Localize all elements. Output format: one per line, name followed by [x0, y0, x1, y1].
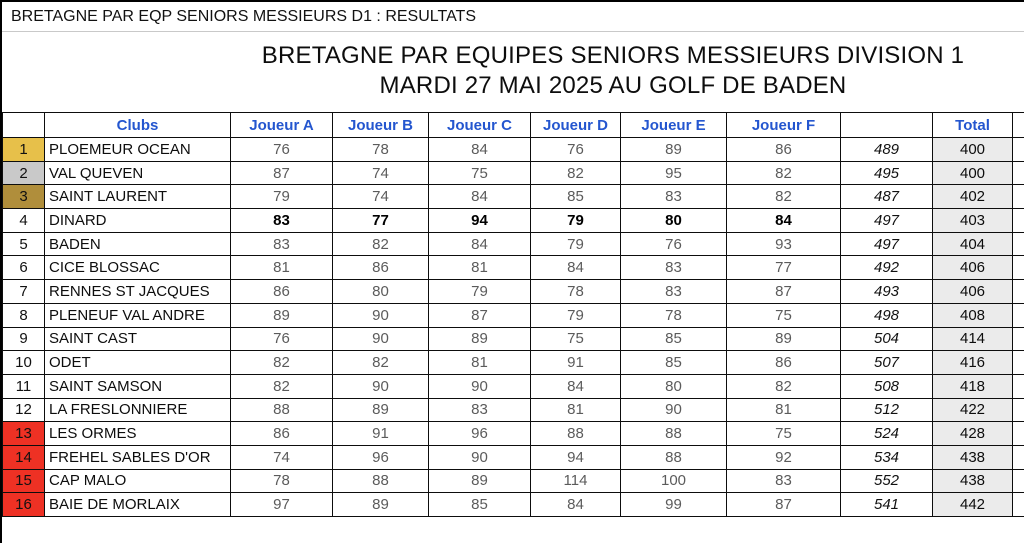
total-cell: 416	[933, 351, 1013, 375]
six-score-sum: 508	[841, 374, 933, 398]
score-joueur-a: 76	[231, 327, 333, 351]
total-cell: 442	[933, 493, 1013, 517]
score-joueur-b: 77	[333, 209, 429, 233]
score-joueur-d: 79	[531, 209, 621, 233]
six-score-sum: 512	[841, 398, 933, 422]
score-joueur-d: 78	[531, 280, 621, 304]
empty-cell	[1013, 161, 1024, 185]
total-cell: 400	[933, 161, 1013, 185]
competition-title-line1: BRETAGNE PAR EQUIPES SENIORS MESSIEURS DIVISION 1	[261, 42, 965, 69]
table-row	[3, 256, 1024, 280]
empty-cell	[1013, 422, 1024, 446]
club-name: PLOEMEUR OCEAN	[45, 138, 231, 162]
score-joueur-f: 81	[727, 398, 841, 422]
score-joueur-c: 90	[429, 445, 531, 469]
six-score-sum: 497	[841, 209, 933, 233]
score-joueur-a: 78	[231, 469, 333, 493]
score-joueur-c: 89	[429, 469, 531, 493]
score-joueur-d: 84	[531, 374, 621, 398]
score-joueur-a: 76	[231, 138, 333, 162]
score-joueur-c: 96	[429, 422, 531, 446]
table-row	[3, 185, 1024, 209]
score-joueur-d: 79	[531, 303, 621, 327]
score-joueur-f: 87	[727, 280, 841, 304]
empty-cell	[1013, 327, 1024, 351]
empty-cell	[1013, 138, 1024, 162]
header-clubs: Clubs	[45, 113, 231, 138]
score-joueur-b: 80	[333, 280, 429, 304]
score-joueur-b: 82	[333, 351, 429, 375]
header-rank	[3, 113, 45, 138]
club-name: SAINT SAMSON	[45, 374, 231, 398]
score-joueur-a: 89	[231, 303, 333, 327]
rank-cell: 3	[3, 185, 45, 209]
score-joueur-e: 100	[621, 469, 727, 493]
club-name: PLENEUF VAL ANDRE	[45, 303, 231, 327]
rank-cell: 12	[3, 398, 45, 422]
score-joueur-d: 84	[531, 493, 621, 517]
six-score-sum: 524	[841, 422, 933, 446]
score-joueur-a: 83	[231, 209, 333, 233]
table-row	[3, 351, 1024, 375]
score-joueur-a: 88	[231, 398, 333, 422]
table-row	[3, 161, 1024, 185]
score-joueur-e: 99	[621, 493, 727, 517]
score-joueur-e: 80	[621, 374, 727, 398]
club-name: DINARD	[45, 209, 231, 233]
rank-cell: 11	[3, 374, 45, 398]
score-joueur-d: 76	[531, 138, 621, 162]
score-joueur-e: 78	[621, 303, 727, 327]
score-joueur-b: 82	[333, 232, 429, 256]
score-joueur-a: 86	[231, 422, 333, 446]
score-joueur-d: 88	[531, 422, 621, 446]
total-cell: 438	[933, 469, 1013, 493]
header-joueur-d: Joueur D	[531, 113, 621, 138]
score-joueur-b: 88	[333, 469, 429, 493]
score-joueur-e: 76	[621, 232, 727, 256]
score-joueur-e: 83	[621, 280, 727, 304]
total-cell: 406	[933, 280, 1013, 304]
score-joueur-f: 86	[727, 138, 841, 162]
total-cell: 414	[933, 327, 1013, 351]
rank-cell: 14	[3, 445, 45, 469]
rank-cell: 7	[3, 280, 45, 304]
club-name: ODET	[45, 351, 231, 375]
score-joueur-e: 83	[621, 185, 727, 209]
score-joueur-f: 84	[727, 209, 841, 233]
score-joueur-f: 86	[727, 351, 841, 375]
header-total: Total	[933, 113, 1013, 138]
score-joueur-c: 94	[429, 209, 531, 233]
score-joueur-b: 90	[333, 327, 429, 351]
competition-title	[202, 41, 1024, 101]
rank-cell: 5	[3, 232, 45, 256]
score-joueur-a: 79	[231, 185, 333, 209]
score-joueur-f: 75	[727, 303, 841, 327]
header-sum	[841, 113, 933, 138]
table-row	[3, 374, 1024, 398]
empty-cell	[1013, 256, 1024, 280]
six-score-sum: 507	[841, 351, 933, 375]
score-joueur-a: 81	[231, 256, 333, 280]
header-joueur-a: Joueur A	[231, 113, 333, 138]
rank-cell: 8	[3, 303, 45, 327]
rank-cell: 1	[3, 138, 45, 162]
rank-cell: 15	[3, 469, 45, 493]
rank-cell: 13	[3, 422, 45, 446]
six-score-sum: 492	[841, 256, 933, 280]
club-name: LA FRESLONNIERE	[45, 398, 231, 422]
page-header-title: BRETAGNE PAR EQP SENIORS MESSIEURS D1 : RESULTATS	[11, 7, 476, 25]
six-score-sum: 541	[841, 493, 933, 517]
score-joueur-e: 90	[621, 398, 727, 422]
six-score-sum: 493	[841, 280, 933, 304]
score-joueur-c: 81	[429, 256, 531, 280]
rank-cell: 6	[3, 256, 45, 280]
score-joueur-a: 87	[231, 161, 333, 185]
score-joueur-b: 74	[333, 185, 429, 209]
total-cell: 408	[933, 303, 1013, 327]
score-joueur-f: 75	[727, 422, 841, 446]
score-joueur-d: 94	[531, 445, 621, 469]
table-row	[3, 232, 1024, 256]
club-name: BADEN	[45, 232, 231, 256]
empty-cell	[1013, 232, 1024, 256]
score-joueur-b: 90	[333, 374, 429, 398]
score-joueur-f: 82	[727, 161, 841, 185]
results-table	[2, 112, 1024, 517]
score-joueur-b: 86	[333, 256, 429, 280]
score-joueur-b: 91	[333, 422, 429, 446]
table-row	[3, 398, 1024, 422]
table-row	[3, 469, 1024, 493]
score-joueur-a: 83	[231, 232, 333, 256]
rank-cell: 16	[3, 493, 45, 517]
six-score-sum: 534	[841, 445, 933, 469]
header-joueur-e: Joueur E	[621, 113, 727, 138]
table-row	[3, 445, 1024, 469]
empty-cell	[1013, 351, 1024, 375]
score-joueur-b: 90	[333, 303, 429, 327]
total-cell: 418	[933, 374, 1013, 398]
table-row	[3, 280, 1024, 304]
six-score-sum: 489	[841, 138, 933, 162]
score-joueur-c: 90	[429, 374, 531, 398]
club-name: BAIE DE MORLAIX	[45, 493, 231, 517]
score-joueur-c: 79	[429, 280, 531, 304]
empty-cell	[1013, 398, 1024, 422]
six-score-sum: 504	[841, 327, 933, 351]
table-row	[3, 493, 1024, 517]
rank-cell: 2	[3, 161, 45, 185]
score-joueur-d: 75	[531, 327, 621, 351]
score-joueur-d: 91	[531, 351, 621, 375]
score-joueur-e: 89	[621, 138, 727, 162]
results-body	[3, 138, 1024, 517]
header-joueur-f: Joueur F	[727, 113, 841, 138]
empty-cell	[1013, 280, 1024, 304]
six-score-sum: 498	[841, 303, 933, 327]
score-joueur-c: 84	[429, 185, 531, 209]
score-joueur-e: 95	[621, 161, 727, 185]
total-cell: 402	[933, 185, 1013, 209]
total-cell: 406	[933, 256, 1013, 280]
table-row	[3, 303, 1024, 327]
score-joueur-a: 74	[231, 445, 333, 469]
empty-cell	[1013, 185, 1024, 209]
score-joueur-e: 88	[621, 422, 727, 446]
total-cell: 428	[933, 422, 1013, 446]
club-name: FREHEL SABLES D'OR	[45, 445, 231, 469]
score-joueur-d: 82	[531, 161, 621, 185]
rank-cell: 4	[3, 209, 45, 233]
score-joueur-e: 88	[621, 445, 727, 469]
score-joueur-f: 92	[727, 445, 841, 469]
score-joueur-e: 80	[621, 209, 727, 233]
score-joueur-b: 89	[333, 493, 429, 517]
header-joueur-c: Joueur C	[429, 113, 531, 138]
score-joueur-f: 83	[727, 469, 841, 493]
club-name: SAINT LAURENT	[45, 185, 231, 209]
rank-cell: 9	[3, 327, 45, 351]
page-header-bar	[2, 2, 1024, 32]
score-joueur-d: 114	[531, 469, 621, 493]
score-joueur-f: 93	[727, 232, 841, 256]
club-name: SAINT CAST	[45, 327, 231, 351]
score-joueur-b: 74	[333, 161, 429, 185]
empty-cell	[1013, 374, 1024, 398]
score-joueur-d: 81	[531, 398, 621, 422]
score-joueur-c: 81	[429, 351, 531, 375]
score-joueur-f: 87	[727, 493, 841, 517]
total-cell: 403	[933, 209, 1013, 233]
score-joueur-f: 77	[727, 256, 841, 280]
score-joueur-c: 87	[429, 303, 531, 327]
score-joueur-b: 78	[333, 138, 429, 162]
rank-cell: 10	[3, 351, 45, 375]
empty-cell	[1013, 303, 1024, 327]
total-cell: 438	[933, 445, 1013, 469]
table-row	[3, 209, 1024, 233]
score-joueur-e: 85	[621, 351, 727, 375]
club-name: CAP MALO	[45, 469, 231, 493]
score-joueur-c: 85	[429, 493, 531, 517]
empty-cell	[1013, 209, 1024, 233]
score-joueur-d: 85	[531, 185, 621, 209]
six-score-sum: 497	[841, 232, 933, 256]
empty-cell	[1013, 493, 1024, 517]
empty-cell	[1013, 469, 1024, 493]
total-cell: 400	[933, 138, 1013, 162]
score-joueur-c: 75	[429, 161, 531, 185]
six-score-sum: 495	[841, 161, 933, 185]
six-score-sum: 552	[841, 469, 933, 493]
table-row	[3, 422, 1024, 446]
score-joueur-c: 89	[429, 327, 531, 351]
score-joueur-e: 85	[621, 327, 727, 351]
score-joueur-a: 82	[231, 374, 333, 398]
empty-cell	[1013, 445, 1024, 469]
score-joueur-c: 84	[429, 232, 531, 256]
score-joueur-b: 89	[333, 398, 429, 422]
header-extra	[1013, 113, 1024, 138]
score-joueur-a: 97	[231, 493, 333, 517]
club-name: CICE BLOSSAC	[45, 256, 231, 280]
table-row	[3, 327, 1024, 351]
competition-title-line2: MARDI 27 MAI 2025 AU GOLF DE BADEN	[379, 72, 847, 99]
score-joueur-f: 82	[727, 374, 841, 398]
score-joueur-f: 82	[727, 185, 841, 209]
club-name: VAL QUEVEN	[45, 161, 231, 185]
score-joueur-c: 84	[429, 138, 531, 162]
club-name: LES ORMES	[45, 422, 231, 446]
total-cell: 422	[933, 398, 1013, 422]
header-joueur-b: Joueur B	[333, 113, 429, 138]
club-name: RENNES ST JACQUES	[45, 280, 231, 304]
score-joueur-a: 86	[231, 280, 333, 304]
total-cell: 404	[933, 232, 1013, 256]
score-joueur-b: 96	[333, 445, 429, 469]
score-joueur-d: 79	[531, 232, 621, 256]
header-row	[3, 113, 1024, 138]
table-row	[3, 138, 1024, 162]
score-joueur-a: 82	[231, 351, 333, 375]
six-score-sum: 487	[841, 185, 933, 209]
score-joueur-c: 83	[429, 398, 531, 422]
score-joueur-f: 89	[727, 327, 841, 351]
score-joueur-e: 83	[621, 256, 727, 280]
title-block	[2, 32, 1024, 112]
score-joueur-d: 84	[531, 256, 621, 280]
